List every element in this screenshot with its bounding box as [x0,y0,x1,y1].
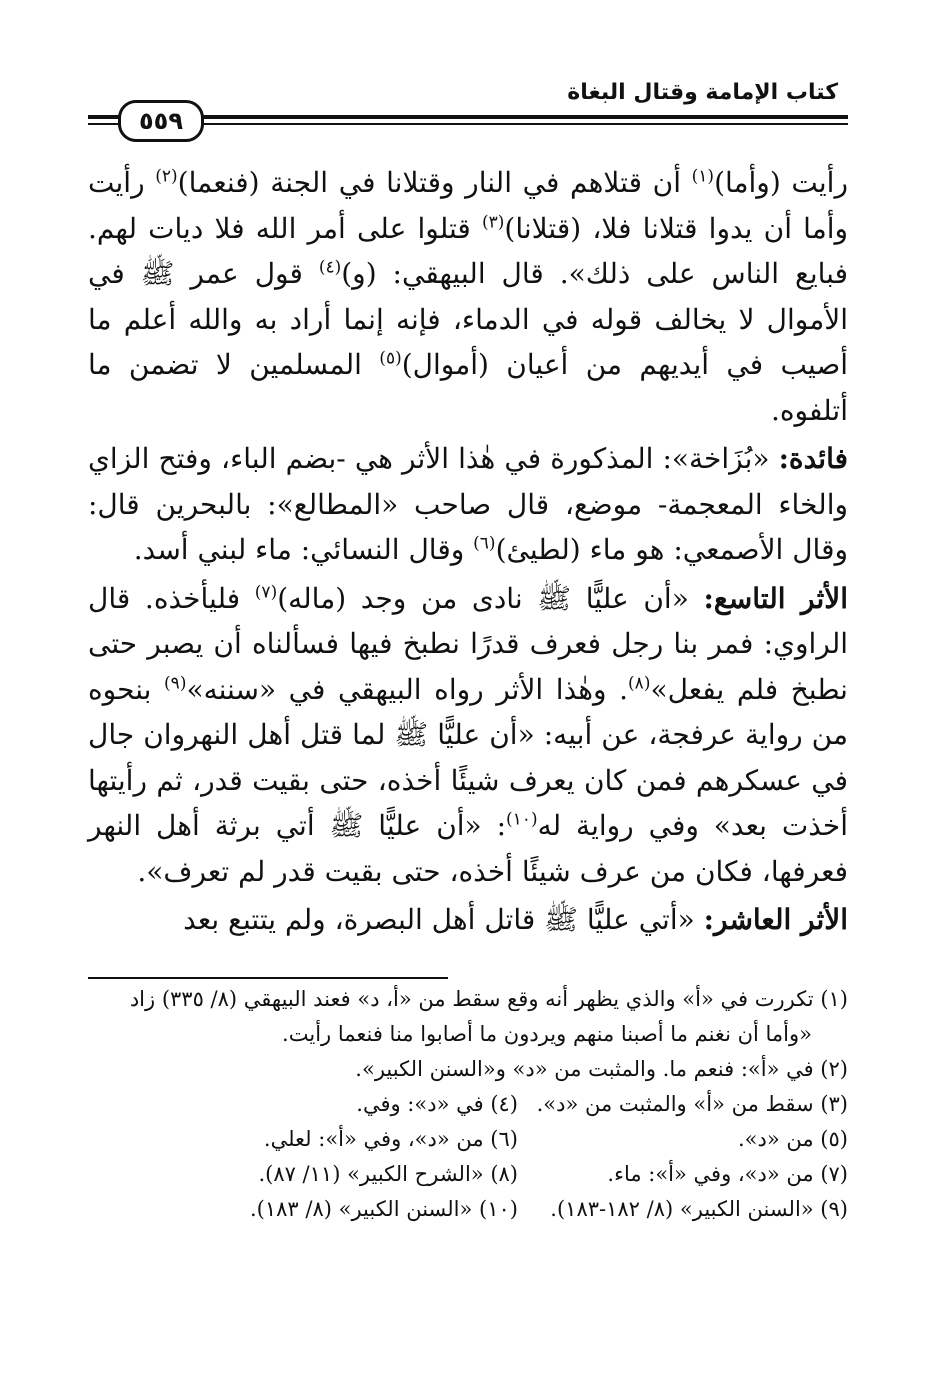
running-title: كتاب الإمامة وقتال البغاة [567,80,838,105]
footnote-1-continued: «وأما أن نغنم ما أصبنا منهم ويردون ما أصابوا منا فنعما رأيت. [282,1022,812,1046]
footnote-1: (١) تكررت في «أ» والذي يظهر أنه وقع سقط من «أ، د» فعند البيهقي (٨/ ٣٣٥) زاد [129,987,848,1011]
footnotes [88,982,848,1227]
footnote-row [88,1157,848,1192]
page-header [88,60,848,135]
text-run: بنحوه من رواية عرفجة، عن أبيه: «أن عليًّا ﷺ لما قتل أهل النهروان جال في عسكرهم فمن كان يعرف شيئًا أخذه، حتى بقيت قدر، ثم رأيتها أخذت بعد» وفي رواية له [88,672,848,842]
footnote-8: (٨) «الشرح الكبير» (١١/ ٨٧). [258,1162,518,1186]
paragraph-lead: فائدة: [778,442,848,475]
footnote-6: (٦) من «د»، وفي «أ»: لعلي. [263,1127,518,1151]
paragraph-2 [88,436,848,573]
footnote-3: (٣) سقط من «أ» والمثبت من «د». [536,1092,848,1116]
footnote-9: (٩) «السنن الكبير» (٨/ ١٨٢-١٨٣). [550,1197,848,1221]
text-run: المسلمين لا تضمن ما أتلفوه. [88,348,848,427]
footnote-ref-10[interactable]: (١٠) [506,809,538,830]
paragraph-3 [88,576,848,895]
footnote-ref-4[interactable]: (٤) [318,257,342,278]
main-text [88,160,848,946]
text-run: أن قتلاهم في النار وقتلانا في الجنة (فنعما) [177,166,692,199]
footnote-2: (٢) في «أ»: فنعم ما. والمثبت من «د» و«السنن الكبير». [355,1057,848,1081]
paragraph-4 [88,897,848,943]
text-run: قول عمر ﷺ في الأموال لا يخالف قوله في الدماء، فإنه إنما أراد به والله أعلم ما أصيب في أيديهم من أعيان (أموال) [88,257,848,381]
footnote-ref-8[interactable]: (٨) [628,673,651,694]
footnote-ref-1[interactable]: (١) [691,166,715,187]
text-run: : «أن عليًّا ﷺ أتي برثة أهل النهر فعرفها، فكان من عرف شيئًا أخذه، حتى بقيت قدر لم تعرف». [88,809,848,888]
footnote-7: (٧) من «د»، وفي «أ»: ماء. [607,1162,848,1186]
footnote-row [88,1087,848,1122]
paragraph-lead: الأثر التاسع: [703,581,848,615]
paragraph-lead: الأثر العاشر: [703,903,848,936]
page-number-badge: ٥٥٩ [118,100,204,142]
footnote-4: (٤) في «د»: وفي. [356,1092,518,1116]
text-run: «أن عليًّا ﷺ نادى من وجد (ماله) [277,581,704,615]
text-run: رأيت (وأما) [714,166,848,199]
footnote-row [88,1122,848,1157]
book-page [88,60,848,1360]
text-run: «أتي عليًّا ﷺ قاتل أهل البصرة، ولم يتتبع بعد [183,903,704,936]
text-run: رأيت وأما أن يدوا قتلانا فلا، (قتلانا) [88,166,849,245]
footnote-row [88,1192,848,1227]
footnote-10: (١٠) «السنن الكبير» (٨/ ١٨٣). [249,1197,518,1221]
text-run: . وهٰذا الأثر رواه البيهقي في «سننه» [186,672,629,706]
footnote-ref-9[interactable]: (٩) [164,673,187,694]
footnote-ref-2[interactable]: (٢) [155,166,178,187]
footnote-5: (٥) من «د». [738,1127,848,1151]
footnote-ref-3[interactable]: (٣) [482,212,505,233]
footnote-separator [88,977,448,979]
footnote-ref-7[interactable]: (٧) [254,582,278,603]
footnote-ref-6[interactable]: (٦) [473,533,496,554]
footnote-ref-5[interactable]: (٥) [379,348,402,369]
text-run: «بُزَاخة»: المذكورة في هٰذا الأثر هي -بضم الباء، وفتح الزاي والخاء المعجمة- موضع، قال صاحب «المطالع»: بالبحرين قال: وقال الأصمعي: هو ماء (لطيئ) [88,442,848,566]
text-run: قتلوا على أمر الله فلا ديات لهم. فبايع الناس على ذلك». قال البيهقي: (و) [88,211,849,290]
text-run: فليأخذه. قال الراوي: فمر بنا رجل فعرف قدرًا نطبخ فيها فسألناه أن يصبر حتى نطبخ فلم يفعل» [88,581,848,706]
paragraph-1 [88,160,848,433]
text-run: وقال النسائي: ماء لبني أسد. [133,533,474,566]
